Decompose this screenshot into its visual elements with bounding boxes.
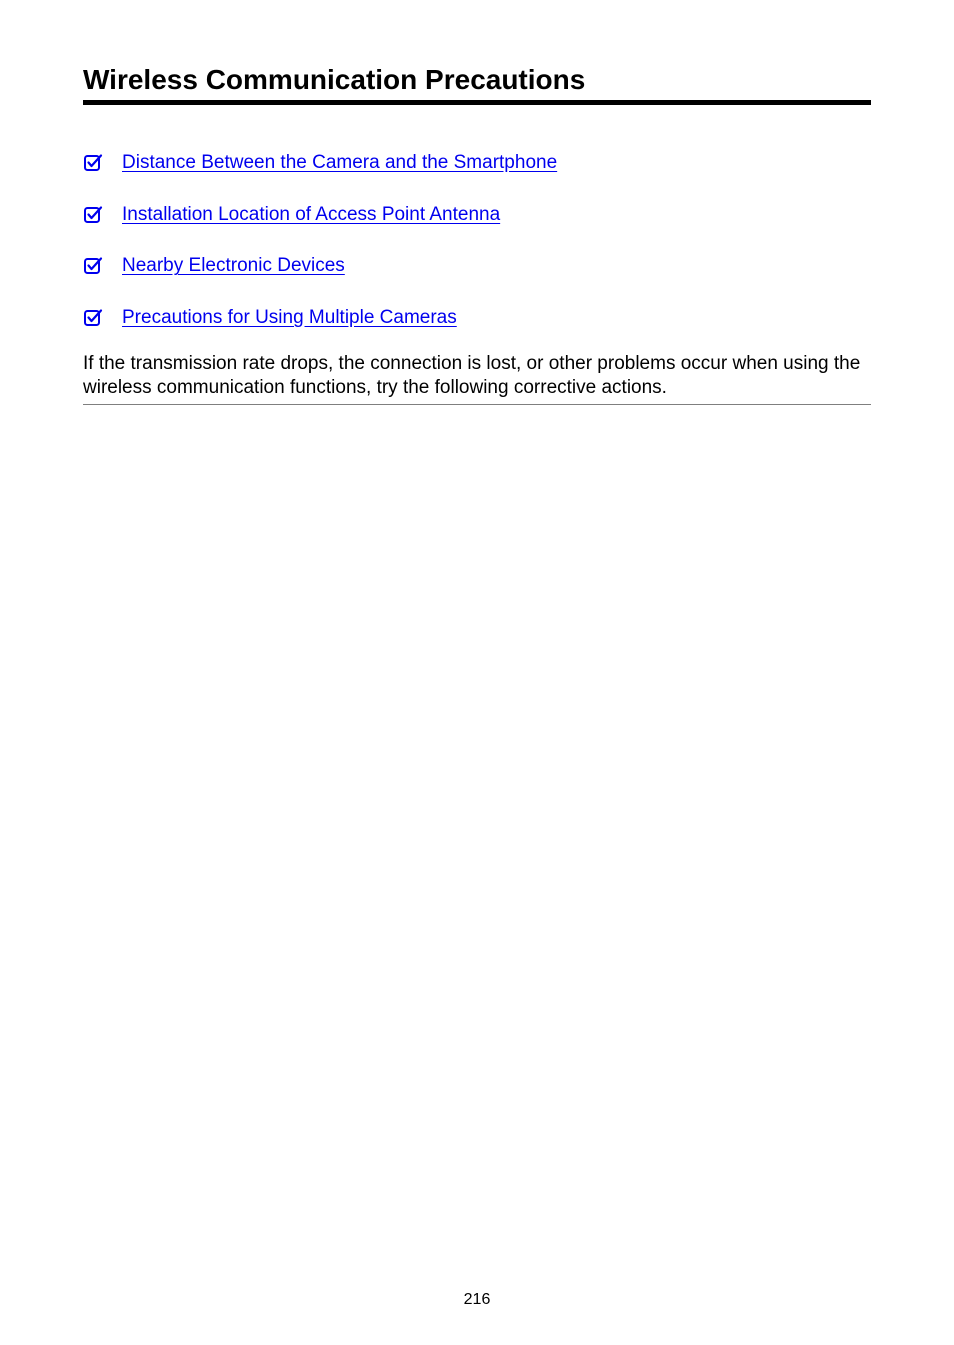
toc-link-electronic-devices[interactable]: Nearby Electronic Devices	[122, 255, 345, 277]
toc-item-distance[interactable]	[83, 148, 871, 178]
checkbox-checked-icon	[83, 256, 103, 276]
page-number: 216	[463, 1291, 491, 1308]
checkbox-checked-icon	[83, 205, 103, 225]
toc-list	[83, 148, 871, 355]
toc-item-multiple-cameras[interactable]	[83, 303, 871, 333]
checkbox-checked-icon	[83, 308, 103, 328]
toc-link-antenna[interactable]: Installation Location of Access Point Antenna	[122, 203, 501, 225]
checkbox-checked-icon	[83, 153, 103, 173]
toc-link-distance[interactable]: Distance Between the Camera and the Smartphone	[122, 152, 558, 173]
toc-item-antenna[interactable]	[83, 200, 871, 230]
toc-link-multiple-cameras[interactable]: Precautions for Using Multiple Cameras	[122, 307, 457, 329]
intro-paragraph: If the transmission rate drops, the connection is lost, or other problems occur when using the wireless communication functions, try the following corrective actions.	[83, 352, 871, 405]
toc-item-electronic-devices[interactable]	[83, 251, 871, 281]
page-title: Wireless Communication Precautions	[83, 62, 871, 105]
